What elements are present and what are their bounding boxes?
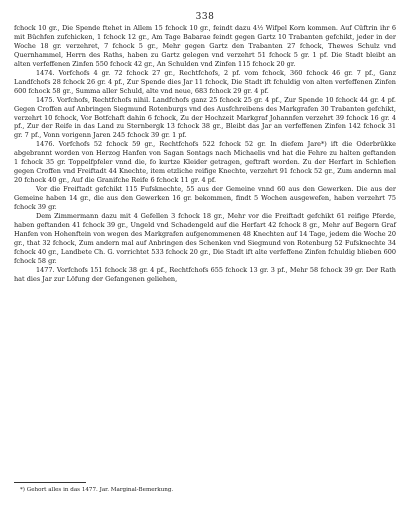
footnote-divider xyxy=(14,482,86,483)
document-page xyxy=(14,10,396,506)
paragraph: 1476. Vorfchofs 52 fchock 59 gr., Rechtfchofs 522 fchock 52 gr. In diefem Jare*) ift die Oderbrükke abgebrannt worden von Herzog Hanfen von Sagan Sontags nach Michaelis vnd hat die Fehre zu halten geftanden 1 fchock 35 gr. Toppelfpfeler vnnd die, fo kurtze Kleider getragen, geftraft worden. Zu der Herfart in Schlefien gegen Croffen vnd Freiftadt 44 Knechte, item etzliche reifige Knechte, verzehrt 91 fchock 52 gr., Zum andernn mal 20 fchock 40 gr., Auf die Granifche Reife 6 fchock 11 gr. 4 pf. xyxy=(14,140,396,185)
body-text xyxy=(14,24,396,284)
paragraph: Dem Zimmermann dazu mit 4 Gefellen 3 fchock 18 gr., Mehr vor die Freiftadt gefchikt 61 reifige Pferde, haben geftanden 41 fchock 39 gr., Ungeld vnd Schadengeld auf die Herfart 42 fchock 8 gr., Mehr auf Begern Graf Hanfen von Hohenftein von wegen des Markgrafen aufgenommenen 48 Knechten auf 14 Tage, jedem die Woche 20 gr., that 32 fchock, Zum andern mal auf Anbringen des Schenken vnd Siegmund von Rotenburg 52 Fufsknechte 34 fchock 40 gr., Landbete Ch. G. vorrichtet 533 fchock 20 gr., Die Stadt ift alte verfeffene Zinfen fchuldig blieben 600 fchock 58 gr. xyxy=(14,212,396,265)
page-number: 338 xyxy=(195,12,215,22)
paragraph: fchock 10 gr., Die Spende ftehet in Allem 15 fchock 10 gr., feindt dazu 4½ Wifpel Korn kommen. Auf Cüftrin ihr 6 mit Büchfen zufchicken, 1 fchock 12 gr., Am Tage Babarae feindt gegen Gartz 10 Trabanten gefchikt, jeder in der Woche 18 gr. verzehret, 7 fchock 5 gr., Mehr gegen Gartz den Trabanten 27 fchock, Thewes Schulz vnd Quernhammel, Herrn des Raths, haben zu Gartz gelegen vnd verzehrt 51 fchock 5 gr. 1 pf. Die Stadt bleibt an alten verfeffenen Zinfen 550 fchock 42 gr., An Schulden vnd Zinfen 115 fchock 20 gr. xyxy=(14,24,396,68)
footnote: *) Gehort alles in das 1477. Jar. Marginal-Bemerkung. xyxy=(20,487,174,493)
paragraph: 1475. Vorfchofs, Rechtfchofs nihil. Landfchofs ganz 25 fchock 25 gr. 4 pf., Zur Spende 10 fchock 44 gr. 4 pf. Gegen Croffen auf Anbringen Siegmund Rotenburgs vnd des Ausfchreibens des Markgrafen 30 Trabanten gefchikt, verzehrt 10 fchock, Vor Botfchaft dahin 6 fchock, Zu der Hochzeit Markgraf Johannfen verzehrt 39 fchock 16 gr. 4 pf., Zur der Reife in das Land zu Sternbergk 13 fchock 38 gr., Bleibt das Jar an verfeffenen Zinfen 142 fchock 31 gr. 7 pf., Vonn vorigenn Jaren 245 fchock 39 gr. 1 pf. xyxy=(14,95,396,140)
paragraph: 1477. Vorfchofs 151 fchock 38 gr. 4 pf., Rechtfchofs 655 fchock 13 gr. 3 pf., Mehr 58 fchock 39 gr. Der Rath hat dies Jar zur Löfung der Gefangenen geliehen, xyxy=(14,265,396,283)
paragraph: 1474. Vorfchofs 4 gr. 72 fchock 27 gr., Rechtfchofs, 2 pf. vom fchock, 360 fchock 46 gr. 7 pf., Ganz Landfchofs 28 fchock 26 gr. 4 pf., Zur Spende dies Jar 11 fchock, Die Stadt ift fchuldig von alten verfeffenen Zinfen 600 fchock 58 gr., Summa aller Schuld, alte vnd neue, 683 fchock 29 gr. 4 pf. xyxy=(14,68,396,95)
paragraph: Vor die Freiftadt gefchikt 115 Fufsknechte, 55 aus der Gemeine vnnd 60 aus den Gewerken. Die aus der Gemeine haben 14 gr., die aus den Gewerken 16 gr. bekommen, findt 5 Wochen ausgewefen, haben verzehrt 75 fchock 39 gr. xyxy=(14,185,396,212)
